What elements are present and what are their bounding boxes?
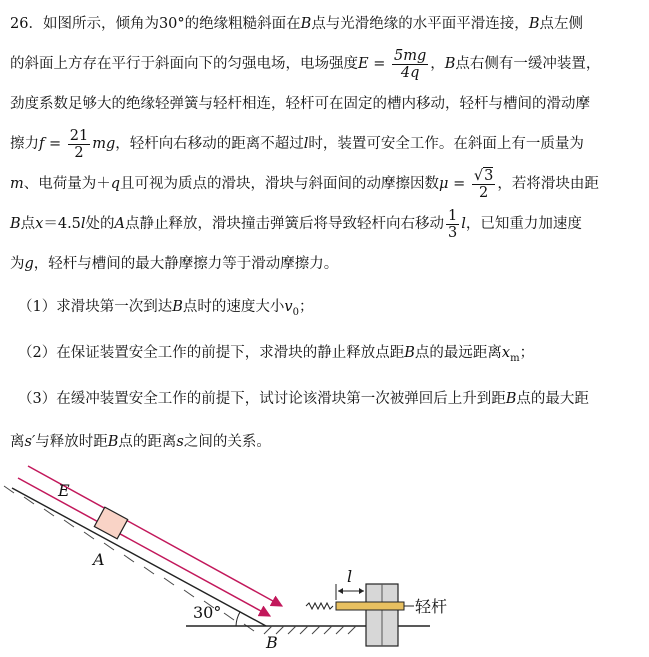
question-2	[10, 330, 640, 376]
equals-sign: =	[368, 56, 390, 72]
fraction-numerator: 5mg	[393, 47, 427, 64]
symbol-x: x	[35, 216, 44, 232]
fraction-friction	[68, 128, 90, 161]
symbol-q: q	[110, 176, 121, 192]
problem-line-7	[10, 244, 640, 284]
symbol-g: g	[24, 256, 34, 272]
point-b: B	[10, 216, 21, 232]
text-run: （2）在保证装置安全工作的前提下，求滑块的静止释放点距	[18, 345, 405, 361]
subscript: m	[510, 352, 520, 364]
fraction-denominator: 3	[448, 224, 458, 241]
point-b: B	[107, 434, 119, 450]
problem-line-2	[10, 44, 640, 84]
text-run: 为	[10, 256, 25, 272]
symbol-l: l	[303, 136, 309, 152]
text-run: 、电荷量为＋	[23, 176, 111, 192]
symbol-mu: μ	[439, 176, 449, 192]
symbol-l: l	[80, 216, 86, 232]
symbol-f: f	[39, 136, 45, 152]
point-b: B	[404, 345, 415, 361]
ground-hatching	[264, 626, 356, 634]
fraction-friction-coefficient	[472, 168, 495, 201]
distance-arrowhead-right	[359, 588, 364, 594]
field-arrow-2	[18, 478, 270, 616]
point-b: B	[300, 16, 312, 32]
text-run: 的斜面上方存在平行于斜面向下的匀强电场，电场强度	[10, 56, 358, 72]
distance-label-l: l	[347, 567, 353, 586]
text-run: 离	[10, 434, 25, 450]
symbol-e: E	[358, 56, 369, 72]
problem-line-5	[10, 164, 640, 204]
symbol-x: x	[501, 345, 511, 361]
fraction-numerator: √3	[473, 167, 494, 184]
fraction-field-strength	[392, 48, 428, 81]
point-b-label: B	[266, 633, 278, 652]
problem-line-6	[10, 204, 640, 244]
text-run: ，若将滑块由距	[497, 176, 599, 192]
point-a-label: A	[93, 550, 105, 569]
incline-surface	[12, 488, 266, 626]
point-b: B	[172, 299, 183, 315]
question-3	[10, 376, 640, 422]
fraction-numerator: 21	[69, 127, 89, 144]
text-run: 点右侧有一缓冲装置，	[455, 56, 601, 72]
text-run: 之间的关系。	[183, 434, 271, 450]
text-run: ，已知重力加速度	[465, 216, 582, 232]
symbol-l: l	[461, 216, 466, 232]
text-run: 处的	[85, 216, 115, 232]
text-run: 点静止释放，滑块撞击弹簧后将导致轻杆向右移动	[125, 216, 445, 232]
block-a	[94, 507, 127, 539]
text-run: ；	[298, 299, 314, 315]
question-1	[10, 284, 640, 330]
angle-arc	[236, 612, 240, 626]
symbol-m: m	[10, 176, 24, 192]
problem-text	[10, 4, 640, 462]
fraction-denominator: 2	[74, 144, 84, 161]
fraction-one-third	[446, 208, 459, 241]
text-run: 点与光滑绝缘的水平面平滑连接，	[311, 16, 529, 32]
text-run: 点的距离	[118, 434, 177, 450]
problem-line-4	[10, 124, 640, 164]
symbol-v: v	[284, 299, 293, 315]
text-run: ＝4.5	[43, 216, 81, 232]
text-run: ；	[519, 345, 535, 361]
symbol-s-prime: s′	[24, 434, 36, 450]
text-run: （3）在缓冲装置安全工作的前提下，试讨论该滑块第一次被弹回后上升到距	[18, 391, 506, 407]
subscript: 0	[292, 306, 299, 318]
text-run: 点的最远距离	[414, 345, 502, 361]
problem-line-3: 劲度系数足够大的绝缘轻弹簧与轻杆相连，轻杆可在固定的槽内移动，轻杆与槽间的滑动摩	[10, 96, 590, 112]
rod-label: 轻杆	[415, 597, 448, 616]
text-run: 且可视为质点的滑块，滑块与斜面间的动摩擦因数	[120, 176, 440, 192]
symbol-s: s	[176, 434, 184, 450]
spring	[306, 603, 333, 609]
text-run: ，轻杆与槽间的最大静摩擦力等于滑动摩擦力。	[33, 256, 339, 272]
text-run: 擦力	[10, 136, 39, 152]
equals-sign: =	[448, 176, 470, 192]
text-run: 点左侧	[539, 16, 583, 32]
text-run: 与释放时距	[35, 434, 108, 450]
text-run: 点	[20, 216, 36, 232]
text-run: 时，装置可安全工作。在斜面上有一质量为	[308, 136, 584, 152]
text-run: 26．如图所示，倾角为30°的绝缘粗糙斜面在	[10, 16, 301, 32]
fraction-denominator: 2	[478, 184, 489, 201]
text-run: 点的最大距	[516, 391, 589, 407]
fraction-numerator: 1	[448, 207, 458, 224]
point-b: B	[444, 56, 456, 72]
distance-arrowhead-left	[338, 588, 343, 594]
text-run: ，	[430, 56, 445, 72]
physics-figure	[0, 448, 649, 657]
text-run: 点时的速度大小	[182, 299, 285, 315]
field-label-e: E	[58, 481, 70, 500]
point-b: B	[505, 391, 517, 407]
text-run: （1）求滑块第一次到达	[18, 299, 173, 315]
fraction-denominator: 4q	[400, 64, 420, 81]
sqrt-radicand: 3	[484, 167, 494, 184]
equals-sign: =	[44, 136, 66, 152]
angle-label: 30°	[193, 603, 222, 622]
symbol-mg: mg	[92, 136, 116, 152]
point-b: B	[528, 16, 540, 32]
text-run: ，轻杆向右移动的距离不超过	[115, 136, 304, 152]
problem-line-1	[10, 4, 640, 44]
rod	[336, 602, 404, 610]
point-a: A	[114, 216, 126, 232]
